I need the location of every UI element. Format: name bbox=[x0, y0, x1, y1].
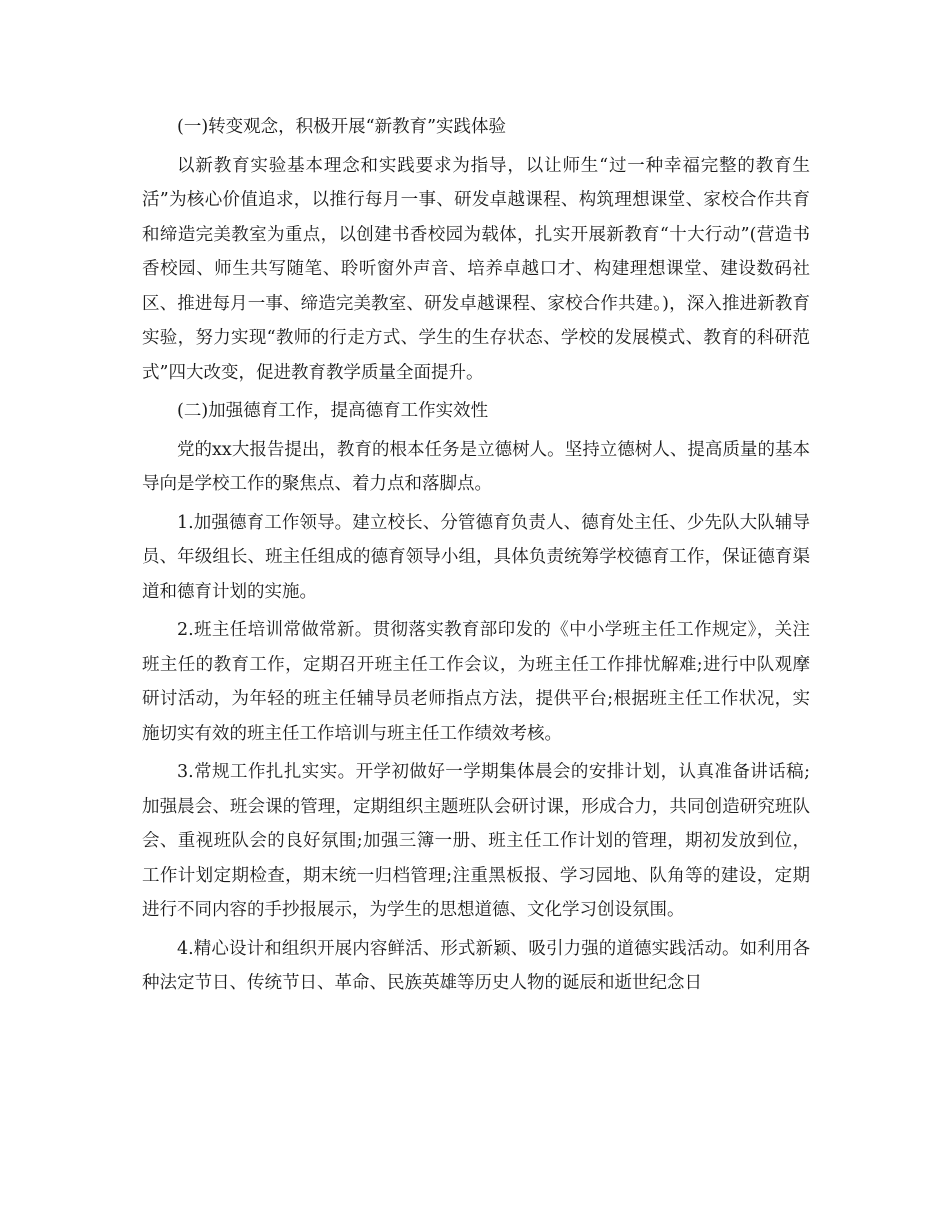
document-body bbox=[142, 110, 810, 1005]
section-heading-1: (一)转变观念，积极开展“新教育”实践体验 bbox=[177, 117, 507, 137]
paragraph: 4.精心设计和组织开展内容鲜活、形式新颖、吸引力强的道德实践活动。如利用各种法定节日、传统节日、革命、民族英雄等历史人物的诞辰和逝世纪念日 bbox=[142, 938, 810, 993]
paragraph: 党的xx大报告提出，教育的根本任务是立德树人。坚持立德树人、提高质量的基本导向是学校工作的聚焦点、着力点和落脚点。 bbox=[142, 439, 810, 494]
paragraph: 1.加强德育工作领导。建立校长、分管德育负责人、德育处主任、少先队大队辅导员、年级组长、班主任组成的德育领导小组，具体负责统筹学校德育工作，保证德育渠道和德育计划的实施。 bbox=[142, 512, 810, 602]
paragraph: 3.常规工作扎扎实实。开学初做好一学期集体晨会的安排计划，认真准备讲话稿;加强晨会、班会课的管理，定期组织主题班队会研讨课，形成合力，共同创造研究班队会、重视班队会的良好氛围;加强三簿一册、班主任工作计划的管理，期初发放到位，工作计划定期检查，期末统一归档管理;注重黑板报、学习园地、队角等的建设，定期进行不同内容的手抄报展示，为学生的思想道德、文化学习创设氛围。 bbox=[142, 762, 810, 920]
section-heading-2: (二)加强德育工作，提高德育工作实效性 bbox=[177, 401, 489, 421]
paragraph: 2.班主任培训常做常新。贯彻落实教育部印发的《中小学班主任工作规定》，关注班主任的教育工作，定期召开班主任工作会议，为班主任工作排忧解难;进行中队观摩研讨活动，为年轻的班主任辅导员老师指点方法，提供平台;根据班主任工作状况，实施切实有效的班主任工作培训与班主任工作绩效考核。 bbox=[142, 620, 810, 744]
paragraph: 以新教育实验基本理念和实践要求为指导，以让师生“过一种幸福完整的教育生活”为核心价值追求，以推行每月一事、研发卓越课程、构筑理想课堂、家校合作共育和缔造完美教室为重点，以创建书香校园为载体，扎实开展新教育“十大行动”(营造书香校园、师生共写随笔、聆听窗外声音、培养卓越口才、构建理想课堂、建设数码社区、推进每月一事、缔造完美教室、研发卓越课程、家校合作共建。)，深入推进新教育实验，努力实现“教师的行走方式、学生的生存状态、学校的发展模式、教育的科研范式”四大改变，促进教育教学质量全面提升。 bbox=[142, 155, 810, 383]
